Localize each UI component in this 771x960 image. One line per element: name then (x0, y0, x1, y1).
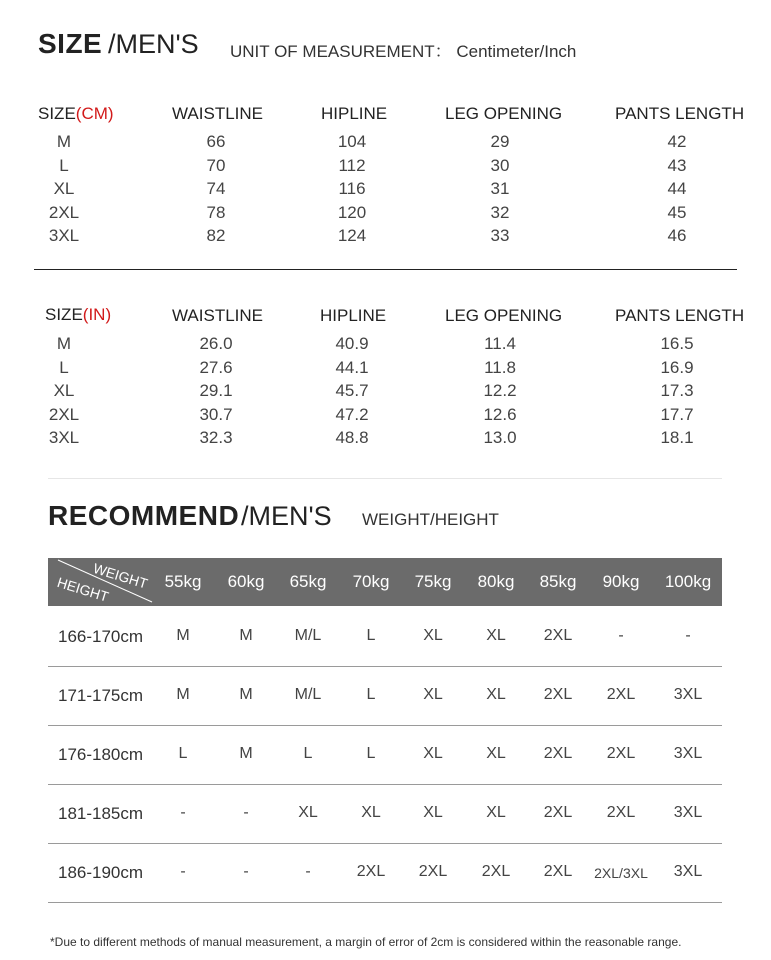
recommended-size-cell: 2XL (543, 686, 573, 703)
height-row-label: 166-170cm (58, 627, 144, 646)
recommended-size-cell: 2XL/3XL (594, 865, 648, 881)
in_table-cell: 18.1 (660, 428, 694, 447)
recommended-size-cell: XL (423, 627, 443, 644)
cm_table-cell: 46 (667, 226, 687, 245)
recommended-size-cell: XL (486, 686, 506, 703)
measurement-footnote: *Due to different methods of manual measurement, a margin of error of 2cm is considered within the reasonable range. (50, 935, 682, 949)
in_table-row-size: XL (53, 381, 75, 400)
recommended-size-cell: M (239, 686, 253, 703)
weight-column-header: 55kg (164, 572, 202, 591)
cm_table-cell: 82 (206, 226, 226, 245)
in_table-cell: 44.1 (335, 357, 369, 377)
in_table-cell: 47.2 (335, 404, 369, 424)
recommended-size-cell: L (178, 745, 188, 762)
row-separator (48, 902, 722, 903)
recommended-size-cell: 2XL (543, 804, 573, 821)
cm_table-row-size: 2XL (48, 202, 80, 222)
recommended-size-cell: 2XL (543, 863, 573, 880)
recommended-size-cell: 2XL (606, 686, 636, 703)
cm_table-cell: 104 (337, 132, 367, 151)
cm_table-cell: 78 (206, 202, 226, 222)
weight-column-header: 85kg (539, 572, 577, 591)
recommended-size-cell: L (366, 686, 376, 703)
cm_table-cell: 30 (490, 155, 510, 175)
cm-col-pants-length: PANTS LENGTH (615, 104, 745, 123)
recommended-size-cell: M (176, 627, 190, 644)
recommended-size-cell: M (239, 745, 253, 762)
cm_table-cell: 31 (490, 179, 510, 198)
recommended-size-cell: - (305, 863, 311, 880)
in_table-cell: 40.9 (335, 334, 369, 353)
size-subtitle: /MEN'S (108, 29, 199, 59)
in_table-cell: 32.3 (199, 428, 233, 447)
in_table-row-size: L (59, 357, 69, 377)
in-size-header (45, 305, 111, 325)
weight-height-label: WEIGHT/HEIGHT (362, 510, 499, 529)
recommended-size-cell: - (243, 863, 249, 880)
recommend-title: RECOMMEND (48, 500, 240, 531)
cm_table-row-size: L (59, 155, 69, 175)
cm_table-cell: 112 (338, 155, 366, 175)
weight-column-header: 100kg (664, 572, 712, 591)
in_table-row-size: 2XL (48, 404, 80, 424)
recommended-size-cell: 3XL (673, 745, 703, 762)
in_table-cell: 17.7 (660, 404, 694, 424)
recommended-size-cell: XL (486, 627, 506, 644)
row-separator (48, 666, 722, 667)
recommended-size-cell: XL (423, 686, 443, 703)
in-unit-label: (IN) (82, 305, 112, 324)
recommended-size-cell: - (243, 804, 249, 821)
cm_table-cell: 42 (667, 132, 687, 151)
recommended-size-cell: L (303, 745, 313, 762)
weight-column-header: 65kg (289, 572, 327, 591)
recommended-size-cell: - (618, 627, 624, 644)
recommended-size-cell: L (366, 627, 376, 644)
cm_table-cell: 32 (490, 202, 510, 222)
weight-column-header: 60kg (227, 572, 265, 591)
in_table-row-size: 3XL (48, 428, 80, 447)
recommended-size-cell: XL (486, 804, 506, 821)
cm_table-cell: 120 (337, 202, 367, 222)
cm_table-row-size: XL (53, 179, 75, 198)
row-separator (48, 725, 722, 726)
cm_table-cell: 33 (490, 226, 510, 245)
row-separator (48, 843, 722, 844)
recommended-size-cell: XL (361, 804, 381, 821)
recommended-size-cell: 3XL (673, 686, 703, 703)
weight-column-header: 90kg (602, 572, 640, 591)
in_table-cell: 11.8 (484, 357, 516, 377)
cm_table-cell: 74 (206, 179, 226, 198)
weight-column-header: 75kg (414, 572, 452, 591)
in_table-cell: 13.0 (483, 428, 517, 447)
recommended-size-cell: XL (423, 745, 443, 762)
weight-axis-label: WEIGHT (91, 560, 150, 592)
recommended-size-cell: 3XL (673, 804, 703, 821)
in-col-hipline: HIPLINE (320, 306, 387, 325)
recommended-size-cell: L (366, 745, 376, 762)
recommended-size-cell: XL (423, 804, 443, 821)
cm-col-waistline: WAISTLINE (172, 104, 263, 123)
recommended-size-cell: 2XL (418, 863, 448, 880)
in_table-cell: 16.9 (660, 357, 694, 377)
cm_table-cell: 66 (206, 132, 226, 151)
row-separator (48, 784, 722, 785)
size-column-label: SIZE (38, 104, 76, 123)
in_table-cell: 45.7 (335, 381, 369, 400)
cm_table-cell: 43 (667, 155, 687, 175)
in_table-row-size: M (56, 334, 72, 353)
in_table-cell: 29.1 (199, 381, 233, 400)
in_table-cell: 11.4 (484, 334, 516, 353)
unit-of-measurement-label: UNIT OF MEASUREMENT： Centimeter/Inch (230, 42, 577, 61)
cm_table-row-size: M (56, 132, 72, 151)
in_table-cell: 48.8 (335, 428, 369, 447)
cm_table-cell: 124 (337, 226, 367, 245)
in_table-cell: 16.5 (660, 334, 694, 353)
recommended-size-cell: 2XL (356, 863, 386, 880)
cm_table-cell: 44 (667, 179, 687, 198)
in-col-leg-opening: LEG OPENING (445, 306, 563, 325)
in-col-waistline: WAISTLINE (172, 306, 263, 325)
recommended-size-cell: M/L (294, 627, 322, 644)
recommended-size-cell: 2XL (543, 745, 573, 762)
cm-col-hipline: HIPLINE (321, 104, 388, 123)
in_table-cell: 12.6 (483, 404, 517, 424)
height-axis-label: HEIGHT (55, 574, 111, 605)
in-col-pants-length: PANTS LENGTH (615, 306, 745, 325)
height-row-label: 176-180cm (58, 745, 144, 764)
recommended-size-cell: XL (298, 804, 318, 821)
recommended-size-cell: - (180, 804, 186, 821)
recommended-size-cell: XL (486, 745, 506, 762)
in_table-cell: 26.0 (199, 334, 233, 353)
weight-column-header: 80kg (477, 572, 515, 591)
in_table-cell: 17.3 (660, 381, 694, 400)
recommended-size-cell: M/L (294, 686, 322, 703)
cm-size-header (38, 104, 114, 124)
section-divider-light (48, 478, 722, 479)
height-row-label: 181-185cm (58, 804, 144, 823)
cm_table-row-size: 3XL (48, 226, 80, 245)
recommended-size-cell: M (239, 627, 253, 644)
recommended-size-cell: - (180, 863, 186, 880)
in_table-cell: 30.7 (199, 404, 233, 424)
cm-col-leg-opening: LEG OPENING (445, 104, 563, 123)
cm_table-cell: 70 (206, 155, 226, 175)
recommended-size-cell: - (685, 627, 691, 644)
recommended-size-cell: 2XL (543, 627, 573, 644)
recommended-size-cell: 2XL (606, 804, 636, 821)
cm_table-cell: 29 (490, 132, 510, 151)
size-title: SIZE (38, 28, 103, 59)
recommended-size-cell: M (176, 686, 190, 703)
section-divider (34, 269, 737, 270)
height-row-label: 186-190cm (58, 863, 144, 882)
recommend-subtitle: /MEN'S (241, 501, 332, 531)
recommended-size-cell: 2XL (606, 745, 636, 762)
in_table-cell: 12.2 (483, 381, 517, 400)
cm_table-cell: 45 (667, 202, 687, 222)
cm_table-cell: 116 (338, 179, 366, 198)
size-column-label: SIZE (45, 305, 83, 324)
weight-column-header: 70kg (352, 572, 390, 591)
recommended-size-cell: 2XL (481, 863, 511, 880)
cm-unit-label: (CM) (75, 104, 114, 123)
in_table-cell: 27.6 (199, 357, 233, 377)
height-row-label: 171-175cm (58, 686, 144, 705)
recommended-size-cell: 3XL (673, 863, 703, 880)
